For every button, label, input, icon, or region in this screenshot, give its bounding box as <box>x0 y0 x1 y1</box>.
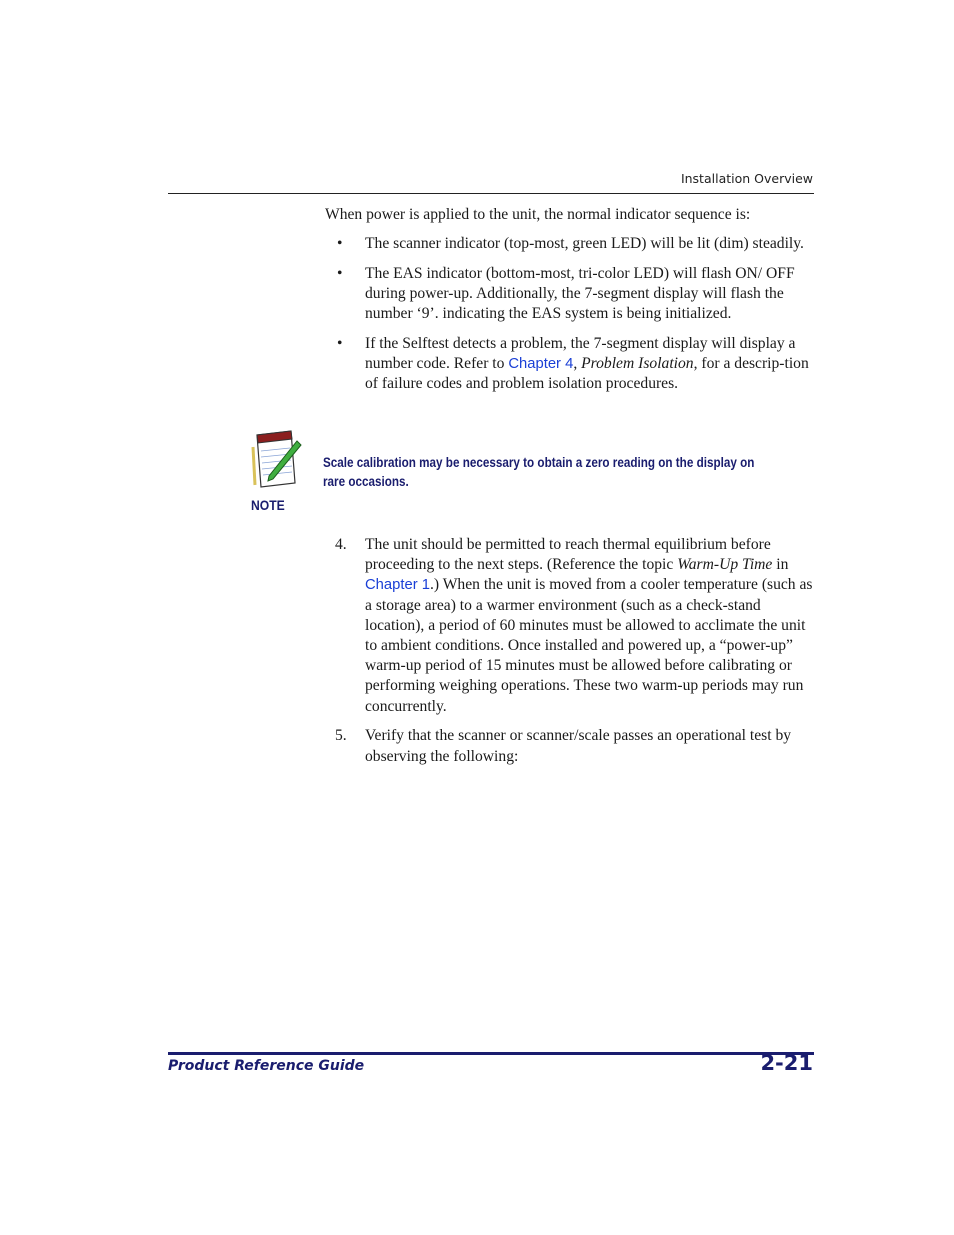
step-text: Verify that the scanner or scanner/scale passes an operational test by observing the following: <box>365 727 792 765</box>
header-divider <box>168 193 814 194</box>
step-text <box>365 536 812 715</box>
indicator-list <box>325 234 815 394</box>
step-number: 5. <box>335 727 347 745</box>
list-item <box>325 234 815 254</box>
chapter-4-link[interactable]: Chapter 4 <box>508 356 574 373</box>
bullet-mark: • <box>337 335 343 353</box>
procedure-steps-list <box>325 535 815 767</box>
bullet-text-comma: , <box>573 355 582 373</box>
bullet-mark: • <box>337 235 343 253</box>
note-notepad-icon <box>249 429 303 489</box>
page-number: 2-21 <box>760 1051 813 1075</box>
bullet-text: The EAS indicator (bottom-most, tri-color LED) will flash ON/ OFF during power-up. Additionally, the 7-segment display will flash the number ‘9’. indicating the EAS system is being initialized. <box>365 264 795 323</box>
bullet-text-start: If the Selftest detects a problem, the 7-segment display will display a number code. Refer to <box>365 335 796 373</box>
bullet-mark: • <box>337 264 343 282</box>
bullet-text-end: , for a descrip-tion of failure codes and problem isolation procedures. <box>365 355 809 393</box>
bullet-text <box>365 335 809 392</box>
indicator-sequence-section <box>325 205 815 404</box>
running-header: Installation Overview <box>680 171 813 186</box>
list-item <box>325 726 815 766</box>
list-item <box>325 264 815 325</box>
note-text: Scale calibration may be necessary to obtain a zero reading on the display on rare occasions. <box>323 455 755 489</box>
footer-guide-title: Product Reference Guide <box>168 1058 365 1074</box>
bullet-text: The scanner indicator (top-most, green LED) will be lit (dim) steadily. <box>365 235 804 253</box>
list-item <box>325 334 815 395</box>
warm-up-time-topic: Warm-Up Time <box>677 556 773 574</box>
procedure-steps-section <box>325 535 815 776</box>
step-text-end: .) When the unit is moved from a cooler temperature (such as a storage area) to a warmer environment (such as a check-stand location), a period of 60 minutes must be allowed to acclimate the unit to ambient conditions. Once installed and powered up, a “power-up” warm-up period of 15 minutes must be allowed before calibrating or performing weighing operations. These two warm-up periods may run concurrently. <box>365 576 813 715</box>
note-label: NOTE <box>251 498 285 513</box>
step-number: 4. <box>335 536 347 553</box>
problem-isolation-title: Problem Isolation <box>581 355 694 373</box>
intro-paragraph: When power is applied to the unit, the normal indicator sequence is: <box>325 206 751 223</box>
step-text-start: The unit should be permitted to reach thermal equilibrium before proceeding to the next steps. (Reference the topic <box>365 536 771 574</box>
list-item <box>325 535 815 717</box>
footer-divider <box>168 1052 814 1055</box>
chapter-1-link[interactable]: Chapter 1 <box>365 577 430 594</box>
step-text-mid: in <box>772 556 789 574</box>
